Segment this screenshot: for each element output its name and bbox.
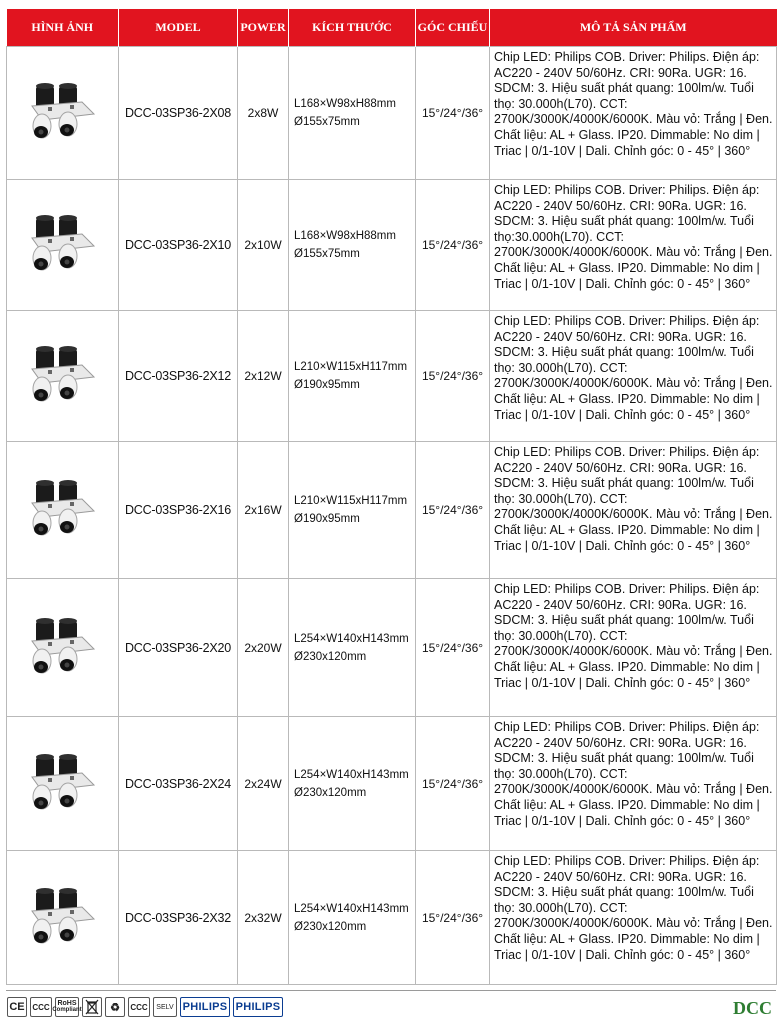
product-spec-table [6, 9, 777, 985]
cell-description: Chip LED: Philips COB. Driver: Philips. Điện áp: AC220 - 240V 50/60Hz. CRI: 90Ra. UGR: 16. SDCM: 3. Hiệu suất phát quang: 100lm/w. Tuổi thọ: 30.000h(L70). CCT: 2700K/3000K/4000K/6000K. Màu vỏ: Trắng | Đen. Chất liệu: AL + Glass. IP20. Dimmable: No dim | Triac | 0/1-10V | Dali. Chỉnh góc: 0 - 45° | 360° [490, 311, 777, 442]
header-power: POWER [238, 9, 289, 47]
table-row [7, 851, 777, 985]
cell-description: Chip LED: Philips COB. Driver: Philips. Điện áp: AC220 - 240V 50/60Hz. CRI: 90Ra. UGR: 16. SDCM: 3. Hiệu suất phát quang: 100lm/w. Tuổi thọ: 30.000h(L70). CCT: 2700K/3000K/4000K/6000K. Màu vỏ: Trắng | Đen. Chất liệu: AL + Glass. IP20. Dimmable: No dim | Triac | 0/1-10V | Dali. Chỉnh góc: 0 - 45° | 360° [490, 47, 777, 180]
size-cutout: Ø190x95mm [294, 379, 360, 391]
cell-description: Chip LED: Philips COB. Driver: Philips. Điện áp: AC220 - 240V 50/60Hz. CRI: 90Ra. UGR: 16. SDCM: 3. Hiệu suất phát quang: 100lm/w. Tuổi thọ: 30.000h(L70). CCT: 2700K/3000K/4000K/6000K. Màu vỏ: Trắng | Đen. Chất liệu: AL + Glass. IP20. Dimmable: No dim | Triac | 0/1-10V | Dali. Chỉnh góc: 0 - 45° | 360° [490, 717, 777, 851]
size-cutout: Ø230x120mm [294, 786, 367, 799]
cell-power: 2x12W [238, 311, 289, 442]
table-row [7, 442, 777, 579]
cell-beam-angle: 15°/24°/36° [416, 717, 490, 851]
product-image [28, 208, 98, 282]
size-cutout: Ø155x75mm [294, 248, 360, 260]
cell-image [7, 579, 119, 717]
cell-model: DCC-03SP36-2X12 [119, 311, 238, 442]
size-dimensions: L168×W98xH88mm [294, 230, 396, 242]
size-dimensions: L168×W98xH88mm [294, 98, 396, 110]
cell-model: DCC-03SP36-2X10 [119, 180, 238, 311]
table-row [7, 180, 777, 311]
cell-power: 2x32W [238, 851, 289, 985]
selv-badge: SELV [153, 997, 177, 1017]
recycle-icon: ♻ [105, 997, 125, 1017]
table-row [7, 47, 777, 180]
cell-description: Chip LED: Philips COB. Driver: Philips. Điện áp: AC220 - 240V 50/60Hz. CRI: 90Ra. UGR: 16. SDCM: 3. Hiệu suất phát quang: 100lm/w. Tuổi thọ: 30.000h(L70). CCT: 2700K/3000K/4000K/6000K. Màu vỏ: Trắng | Đen. Chất liệu: AL + Glass. IP20. Dimmable: No dim | Triac | 0/1-10V | Dali. Chỉnh góc: 0 - 45° | 360° [490, 851, 777, 985]
dcc-brand-logo [731, 996, 773, 1018]
brand-logo-text: DCC [733, 998, 772, 1018]
cell-image [7, 717, 119, 851]
table-row [7, 717, 777, 851]
rohs-label: RoHS [57, 1000, 77, 1007]
product-image [28, 881, 98, 955]
cell-model: DCC-03SP36-2X16 [119, 442, 238, 579]
rohs-compliant-label: Compliant [52, 1007, 82, 1013]
size-cutout: Ø230x120mm [294, 650, 367, 663]
size-cutout: Ø155x75mm [294, 116, 360, 128]
cell-image [7, 180, 119, 311]
cell-beam-angle: 15°/24°/36° [416, 851, 490, 985]
header-description: MÔ TẢ SẢN PHẨM [490, 9, 777, 47]
product-image [28, 339, 98, 413]
cell-model: DCC-03SP36-2X20 [119, 579, 238, 717]
cell-beam-angle: 15°/24°/36° [416, 579, 490, 717]
cell-size [289, 442, 416, 579]
header-angle: GÓC CHIẾU [416, 9, 490, 47]
cell-description: Chip LED: Philips COB. Driver: Philips. Điện áp: AC220 - 240V 50/60Hz. CRI: 90Ra. UGR: 16. SDCM: 3. Hiệu suất phát quang: 100lm/w. Tuổi thọ:30.000h(L70). CCT: 2700K/3000K/4000K/6000K. Màu vỏ: Trắng | Đen. Chất liệu: AL + Glass. IP20. Dimmable: No dim | Triac | 0/1-10V | Dali. Chỉnh góc: 0 - 45° | 360° [490, 180, 777, 311]
header-model: MODEL [119, 9, 238, 47]
cell-power: 2x20W [238, 579, 289, 717]
cell-image [7, 851, 119, 985]
cell-image [7, 442, 119, 579]
philips-badge-2: PHILIPS [233, 997, 283, 1017]
size-dimensions: L210×W115xH117mm [294, 361, 408, 373]
cell-power: 2x16W [238, 442, 289, 579]
cell-size [289, 311, 416, 442]
cell-beam-angle: 15°/24°/36° [416, 180, 490, 311]
ccc-mark-icon: CCC [30, 997, 52, 1017]
size-cutout: Ø190x95mm [294, 513, 360, 525]
cell-description: Chip LED: Philips COB. Driver: Philips. Điện áp: AC220 - 240V 50/60Hz. CRI: 90Ra. UGR: 16. SDCM: 3. Hiệu suất phát quang: 100lm/w. Tuổi thọ: 30.000h(L70). CCT: 2700K/3000K/4000K/6000K. Màu vỏ: Trắng | Đen. Chất liệu: AL + Glass. IP20. Dimmable: No dim | Triac | 0/1-10V | Dali. Chỉnh góc: 0 - 45° | 360° [490, 442, 777, 579]
cell-image [7, 47, 119, 180]
size-dimensions: L254×W140xH143mm [294, 902, 409, 915]
table-row [7, 579, 777, 717]
product-image [28, 611, 98, 685]
cell-model: DCC-03SP36-2X32 [119, 851, 238, 985]
philips-badge-1: PHILIPS [180, 997, 230, 1017]
cell-beam-angle: 15°/24°/36° [416, 47, 490, 180]
product-image [28, 747, 98, 821]
product-image [28, 76, 98, 150]
table-header-row [7, 9, 777, 47]
cell-size [289, 47, 416, 180]
size-cutout: Ø230x120mm [294, 920, 367, 933]
cell-model: DCC-03SP36-2X08 [119, 47, 238, 180]
product-image [28, 473, 98, 547]
cell-image [7, 311, 119, 442]
cell-size [289, 579, 416, 717]
rohs-badge [52, 997, 82, 1017]
footer-divider [6, 990, 776, 991]
cell-model: DCC-03SP36-2X24 [119, 717, 238, 851]
header-image: HÌNH ẢNH [7, 9, 119, 47]
size-dimensions: L254×W140xH143mm [294, 768, 409, 781]
header-size: KÍCH THƯỚC [289, 9, 416, 47]
ccc-arrow-mark-icon: CCC [128, 997, 150, 1017]
ce-mark-icon: CE [7, 997, 27, 1017]
cell-size [289, 180, 416, 311]
cell-power: 2x10W [238, 180, 289, 311]
weee-bin-icon [82, 997, 102, 1017]
size-dimensions: L254×W140xH143mm [294, 632, 409, 645]
cell-beam-angle: 15°/24°/36° [416, 442, 490, 579]
cell-description: Chip LED: Philips COB. Driver: Philips. Điện áp: AC220 - 240V 50/60Hz. CRI: 90Ra. UGR: 16. SDCM: 3. Hiệu suất phát quang: 100lm/w. Tuổi thọ: 30.000h(L70). CCT: 2700K/3000K/4000K/6000K. Màu vỏ: Trắng | Đen. Chất liệu: AL + Glass. IP20. Dimmable: No dim | Triac | 0/1-10V | Dali. Chỉnh góc: 0 - 45° | 360° [490, 579, 777, 717]
certification-badges [7, 996, 283, 1018]
cell-power: 2x8W [238, 47, 289, 180]
table-row [7, 311, 777, 442]
cell-size [289, 717, 416, 851]
cell-size [289, 851, 416, 985]
size-dimensions: L210×W115xH117mm [294, 495, 408, 507]
cell-beam-angle: 15°/24°/36° [416, 311, 490, 442]
cell-power: 2x24W [238, 717, 289, 851]
